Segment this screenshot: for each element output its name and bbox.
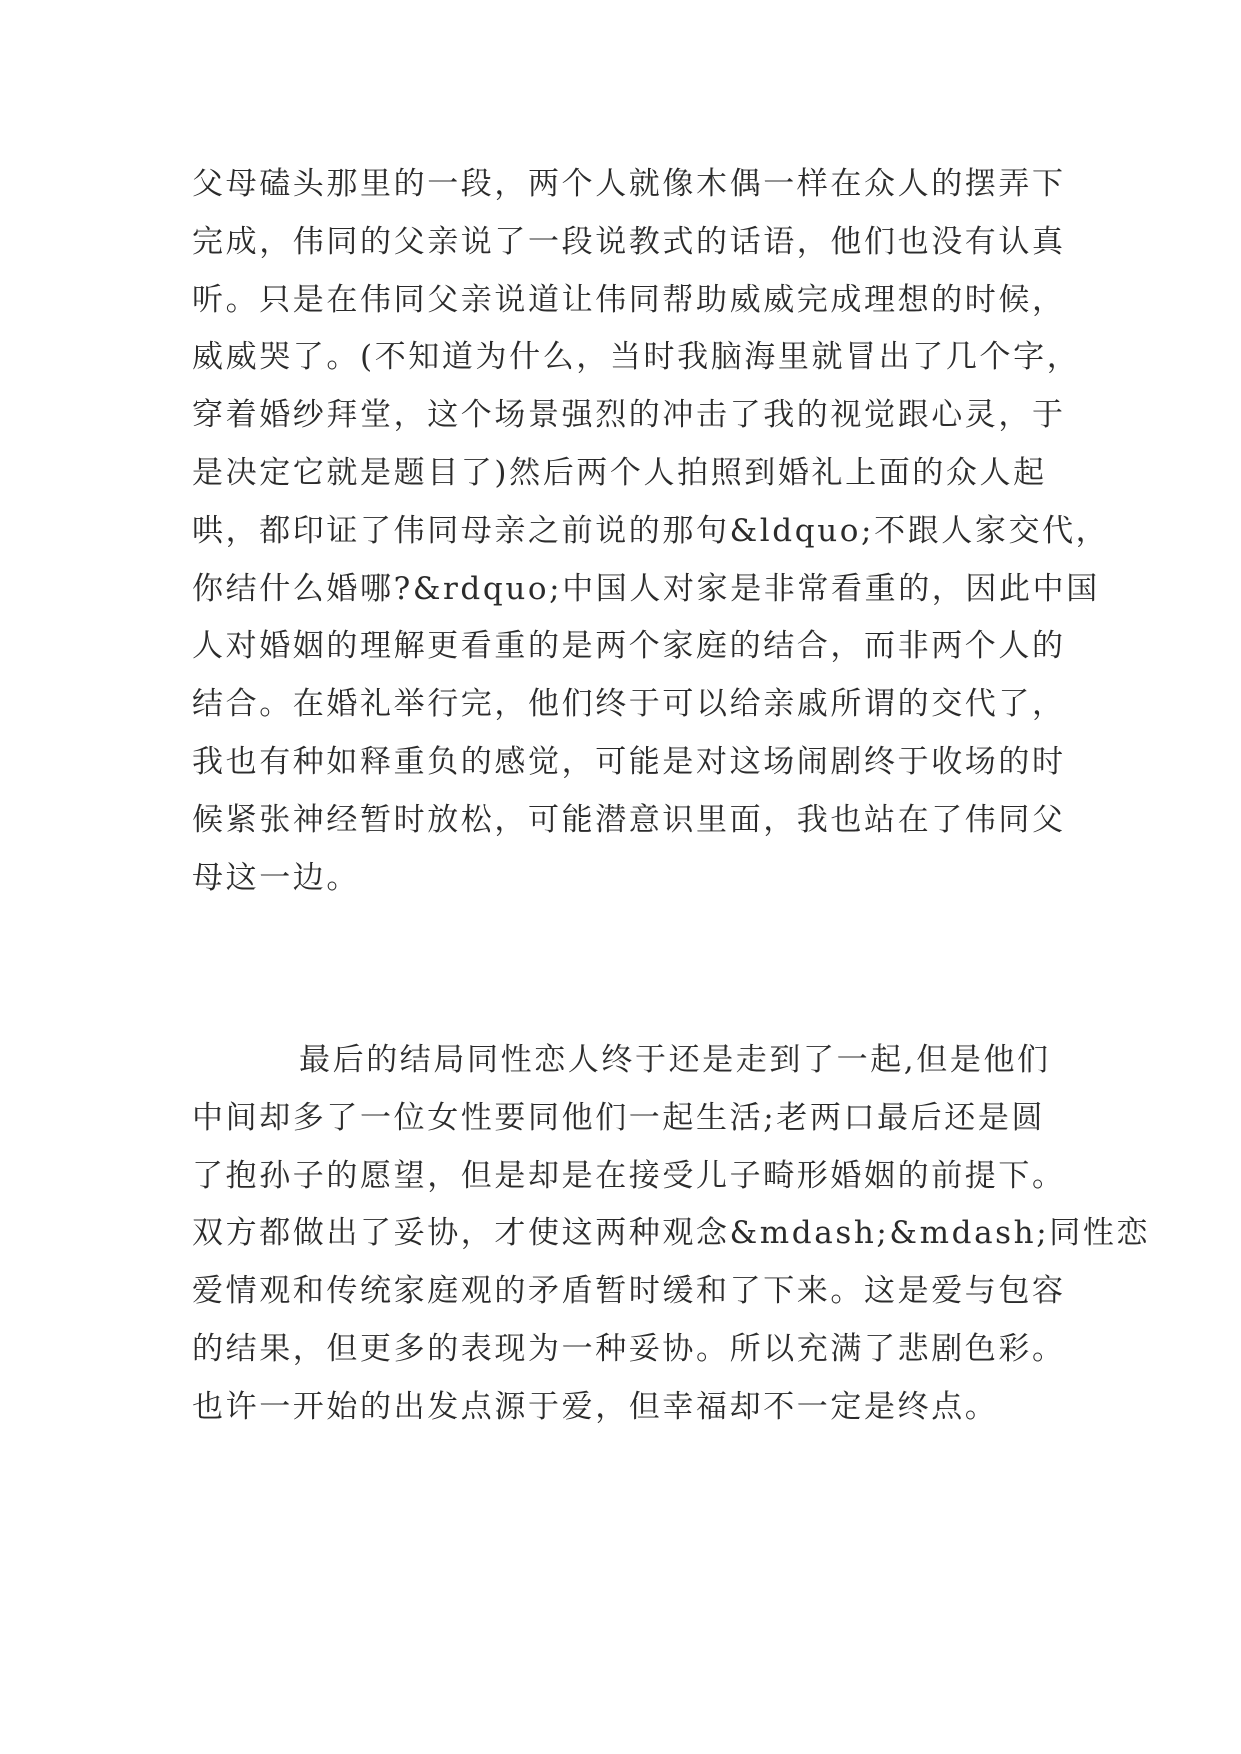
paragraph-line: 人对婚姻的理解更看重的是两个家庭的结合，而非两个人的: [192, 628, 1066, 665]
paragraph-line: 威威哭了。(不知道为什么，当时我脑海里就冒出了几个字，: [192, 339, 1081, 376]
paragraph-line: 候紧张神经暂时放松，可能潜意识里面，我也站在了伟同父: [192, 801, 1066, 838]
paragraph-line: 结合。在婚礼举行完，他们终于可以给亲戚所谓的交代了，: [192, 686, 1066, 723]
paragraph-line: 中间却多了一位女性要同他们一起生活;老两口最后还是圆: [192, 1099, 1046, 1136]
paragraph-line: 我也有种如释重负的感觉，可能是对这场闹剧终于收场的时: [192, 743, 1066, 780]
paragraph-line: 最后的结局同性恋人终于还是走到了一起,但是他们: [299, 1042, 1051, 1078]
paragraph-line: 穿着婚纱拜堂，这个场景强烈的冲击了我的视觉跟心灵，于: [192, 397, 1066, 434]
paragraph-line: 父母磕头那里的一段，两个人就像木偶一样在众人的摆弄下: [192, 166, 1066, 202]
paragraph-line: 的结果，但更多的表现为一种妥协。所以充满了悲剧色彩。: [192, 1330, 1066, 1367]
paragraph-line: 也许一开始的出发点源于爱，但幸福却不一定是终点。: [192, 1388, 999, 1425]
paragraph-line: 了抱孙子的愿望，但是却是在接受儿子畸形婚姻的前提下。: [192, 1157, 1066, 1194]
paragraph-line: 母这一边。: [192, 859, 360, 896]
paragraph-line: 双方都做出了妥协，才使这两种观念&mdash;&mdash;同性恋: [192, 1215, 1151, 1252]
paragraph-line: 哄，都印证了伟同母亲之前说的那句&ldquo;不跟人家交代，: [192, 512, 1110, 549]
paragraph-line: 是决定它就是题目了)然后两个人拍照到婚礼上面的众人起: [192, 454, 1047, 491]
paragraph-1: [192, 156, 1110, 907]
paragraph-line: 听。只是在伟同父亲说道让伟同帮助威威完成理想的时候，: [192, 281, 1066, 318]
paragraph-line: 爱情观和传统家庭观的矛盾暂时缓和了下来。这是爱与包容: [192, 1273, 1066, 1310]
paragraph-line: 完成，伟同的父亲说了一段说教式的话语，他们也没有认真: [192, 223, 1066, 260]
paragraph-line: 你结什么婚哪?&rdquo;中国人对家是非常看重的，因此中国: [192, 570, 1100, 607]
paragraph-2: [192, 1032, 1151, 1437]
